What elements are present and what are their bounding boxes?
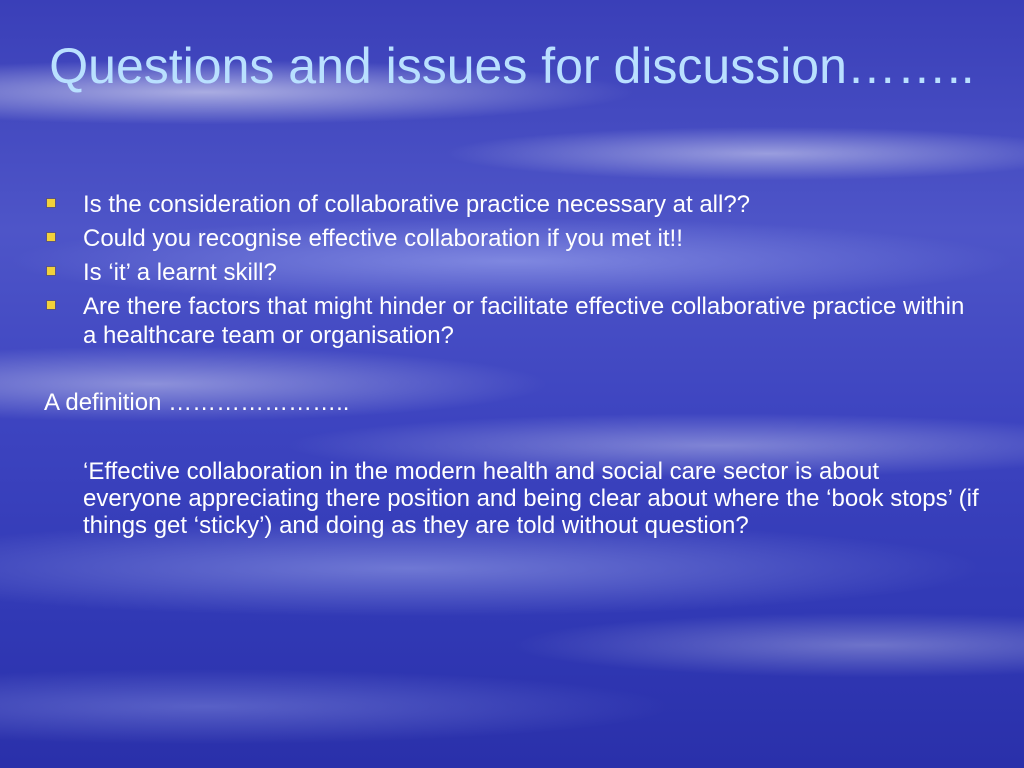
bullet-text: Is ‘it’ a learnt skill? (83, 259, 277, 286)
square-bullet-icon (47, 199, 55, 207)
bullet-list (44, 190, 984, 355)
square-bullet-icon (47, 301, 55, 309)
bullet-item (44, 258, 984, 287)
bullet-item (44, 292, 984, 350)
definition-heading: A definition ………………….. (44, 389, 350, 416)
slide-title: Questions and issues for discussion…….. (49, 38, 975, 94)
bullet-item (44, 190, 984, 219)
square-bullet-icon (47, 233, 55, 241)
bullet-text: Are there factors that might hinder or facilitate effective collaborative practice within a healthcare team or organisation? (83, 293, 965, 349)
bullet-text: Is the consideration of collaborative practice necessary at all?? (83, 191, 751, 218)
square-bullet-icon (47, 267, 55, 275)
definition-quote: ‘Effective collaboration in the modern health and social care sector is about everyone appreciating there position and being clear about where the ‘book stops’ (if things get ‘sticky’) and doing as they are told without question? (83, 458, 979, 539)
bullet-text: Could you recognise effective collaboration if you met it!! (83, 225, 683, 252)
bullet-item (44, 224, 984, 253)
